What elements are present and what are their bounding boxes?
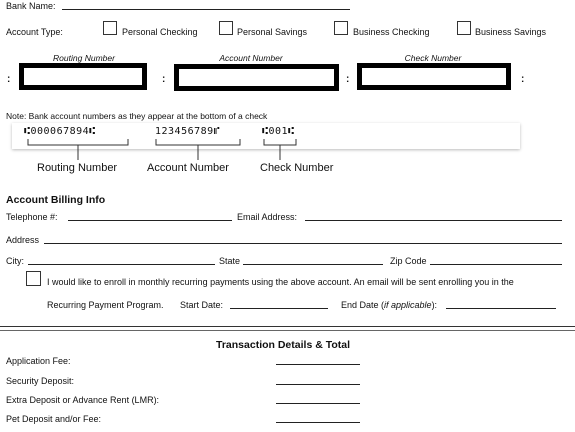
routing-number-caption: Routing Number — [53, 53, 115, 63]
bank-name-label: Bank Name: — [6, 1, 56, 11]
transaction-heading: Transaction Details & Total — [216, 339, 351, 351]
check-number-colon: : — [346, 74, 350, 85]
end-date-suffix: ): — [431, 300, 438, 310]
pet-deposit-field[interactable] — [276, 422, 360, 423]
enroll-checkbox[interactable] — [26, 271, 41, 286]
business-checking-label: Business Checking — [353, 27, 430, 37]
application-fee-label: Application Fee: — [6, 356, 71, 366]
end-date-label — [341, 300, 437, 310]
security-deposit-field[interactable] — [276, 384, 360, 385]
address-field[interactable] — [44, 243, 562, 244]
check-number-sample-label: Check Number — [260, 162, 334, 174]
city-field[interactable] — [28, 264, 215, 265]
business-savings-label: Business Savings — [475, 27, 547, 37]
personal-checking-label: Personal Checking — [122, 27, 198, 37]
routing-number-colon: : — [7, 74, 11, 85]
state-field[interactable] — [243, 264, 383, 265]
check-number-caption: Check Number — [404, 53, 462, 63]
extra-deposit-field[interactable] — [276, 403, 360, 404]
application-fee-field[interactable] — [276, 364, 360, 365]
state-label: State — [219, 256, 241, 266]
telephone-field[interactable] — [68, 220, 232, 221]
pet-deposit-label: Pet Deposit and/or Fee: — [6, 414, 102, 424]
enroll-text: I would like to enroll in monthly recurring payments using the above account. An email will be sent enrolling you in the — [47, 277, 514, 287]
personal-savings-label: Personal Savings — [237, 27, 308, 37]
security-deposit-label: Security Deposit: — [6, 376, 75, 386]
billing-heading: Account Billing Info — [6, 194, 106, 206]
account-micr: 123456789⑈ — [155, 126, 221, 137]
end-date-prefix: End Date ( — [341, 300, 385, 310]
check-note: Note: Bank account numbers as they appear at the bottom of a check — [6, 111, 268, 121]
telephone-label: Telephone #: — [6, 212, 58, 222]
account-number-sample-label: Account Number — [147, 162, 229, 174]
routing-micr: ⑆000067894⑆ — [24, 126, 96, 137]
zip-label: Zip Code — [390, 256, 427, 266]
account-type-label: Account Type: — [6, 27, 63, 37]
email-label: Email Address: — [237, 212, 298, 222]
email-field[interactable] — [305, 220, 562, 221]
recurring-program-text: Recurring Payment Program. — [47, 300, 164, 310]
start-date-field[interactable] — [230, 308, 328, 309]
section-divider-bottom — [0, 330, 575, 331]
start-date-label: Start Date: — [180, 300, 224, 310]
address-label: Address — [6, 235, 40, 245]
extra-deposit-label: Extra Deposit or Advance Rent (LMR): — [6, 395, 160, 405]
check-micr: ⑆001⑆ — [262, 126, 295, 137]
trailing-colon: : — [521, 74, 525, 85]
section-divider-top — [0, 326, 575, 327]
account-number-caption: Account Number — [219, 53, 283, 63]
routing-number-sample-label: Routing Number — [37, 162, 118, 174]
zip-field[interactable] — [430, 264, 562, 265]
city-label: City: — [6, 256, 24, 266]
account-number-colon: : — [162, 74, 166, 85]
check-brackets — [0, 0, 575, 170]
end-date-field[interactable] — [446, 308, 556, 309]
end-date-italic: if applicable — [384, 300, 432, 310]
